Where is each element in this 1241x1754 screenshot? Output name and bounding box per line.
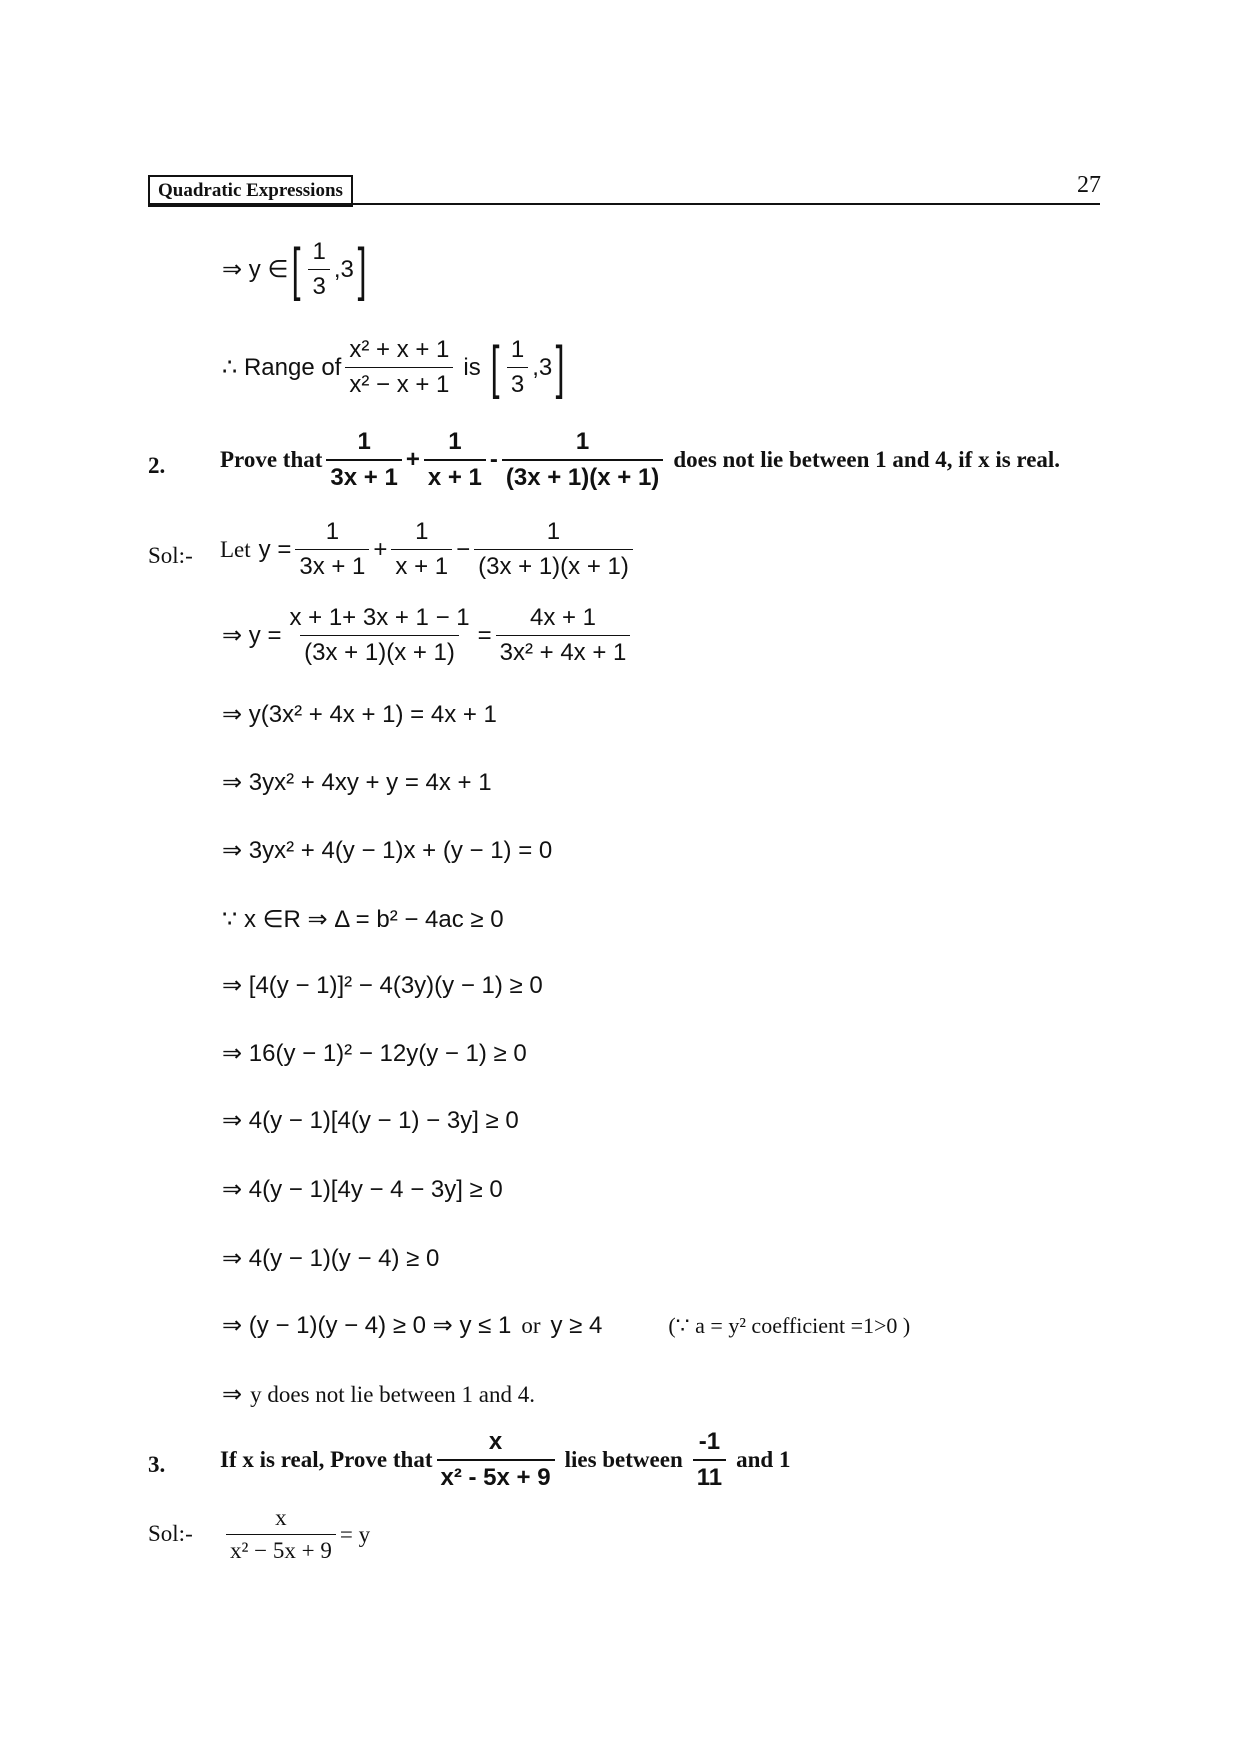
interval-upper: ,3 (333, 255, 354, 283)
chapter-title: Quadratic Expressions (148, 175, 353, 207)
solution-let-line (220, 518, 637, 581)
fraction-denominator: x² − 5x + 9 (226, 1534, 336, 1564)
fraction-denominator: x + 1 (391, 549, 452, 581)
question-2 (220, 428, 1060, 492)
question-3 (220, 1428, 790, 1492)
equals-sign: = (477, 621, 492, 649)
range-of-text: ∴ Range of (222, 354, 342, 381)
question-fraction-2 (693, 1428, 726, 1492)
plus-sign: + (405, 446, 420, 473)
combined-fraction (285, 604, 473, 667)
result-line-1 (222, 238, 370, 301)
fraction-denominator: 3 (308, 269, 329, 301)
fraction-denominator: x + 1 (424, 459, 486, 492)
discriminant-condition: ∵ x ∈R ⇒ Δ = b² − 4ac ≥ 0 (222, 906, 504, 933)
fraction-numerator: 1 (357, 428, 371, 455)
coefficient-note: (∵ a = y² coefficient =1>0 ) (668, 1312, 911, 1338)
fraction-denominator: (3x + 1)(x + 1) (300, 635, 459, 667)
conclusion-line (222, 1380, 535, 1409)
combined-fraction-line (222, 604, 634, 667)
fraction-numerator: 1 (325, 518, 340, 545)
solution-fraction (226, 1505, 336, 1564)
fraction-numerator: x + 1+ 3x + 1 − 1 (289, 604, 470, 631)
fraction-denominator: 3x + 1 (326, 459, 401, 492)
fraction-denominator: 3x + 1 (295, 549, 369, 581)
equation-step: ⇒ 4(y − 1)[4(y − 1) − 3y] ≥ 0 (222, 1107, 519, 1134)
conclusion-inequality-line (222, 1311, 910, 1340)
fraction-1 (295, 518, 369, 581)
equation-step: ⇒ y(3x² + 4x + 1) = 4x + 1 (222, 701, 497, 728)
implies-arrow: ⇒ (222, 1381, 243, 1408)
equation-step: ⇒ [4(y − 1)]² − 4(3y)(y − 1) ≥ 0 (222, 972, 543, 999)
fraction-numerator: 1 (415, 518, 429, 545)
fraction-numerator: 4x + 1 (529, 604, 597, 631)
minus-sign: - (489, 446, 498, 473)
fraction-numerator: x (275, 1505, 287, 1530)
equation-step: ⇒ 16(y − 1)² − 12y(y − 1) ≥ 0 (222, 1040, 527, 1067)
solution-3-equation (222, 1505, 370, 1564)
fraction-numerator: -1 (698, 1428, 721, 1455)
fraction-denominator: x² − x + 1 (345, 367, 453, 399)
fraction-numerator: 1 (575, 428, 590, 455)
closed-interval: [ $\frac{1}{3}$ ,3 ] (490, 334, 565, 400)
equals-y: = y (339, 1521, 371, 1547)
let-text: Let (220, 536, 251, 562)
y-equals: y = (258, 535, 292, 563)
range-line (222, 336, 568, 399)
inequality-result: ⇒ (y − 1)(y − 4) ≥ 0 ⇒ y ≤ 1 (222, 1312, 512, 1339)
interval-upper: ,3 (532, 353, 553, 381)
fraction-denominator: (3x + 1)(x + 1) (474, 549, 633, 581)
question-text: Prove that (220, 447, 323, 472)
implies-y-in: ⇒ y ∈ (222, 256, 289, 283)
question-text: does not lie between 1 and 4, if x is real. (673, 447, 1061, 472)
or-text: or (521, 1312, 541, 1338)
fraction-numerator: 1 (312, 238, 326, 265)
question-text: and 1 (736, 1447, 791, 1472)
equation-step: ⇒ 4(y − 1)(y − 4) ≥ 0 (222, 1245, 440, 1272)
fraction-numerator: x (488, 1428, 503, 1455)
fraction-denominator: 3x² + 4x + 1 (496, 635, 631, 667)
header-rule (148, 203, 1100, 205)
solution-label: Sol:- (148, 1521, 193, 1546)
question-fraction-3 (502, 428, 663, 492)
question-text: If x is real, Prove that (220, 1447, 433, 1472)
solution-label: Sol:- (148, 543, 193, 568)
is-text: is (463, 353, 481, 381)
question-text: lies between (564, 1447, 683, 1472)
implies-y-equals: ⇒ y = (222, 622, 282, 649)
fraction-3 (474, 518, 633, 581)
simplified-fraction (496, 604, 631, 667)
question-fraction-2 (424, 428, 486, 492)
minus-sign: − (456, 535, 471, 563)
fraction-denominator: 11 (693, 1459, 726, 1492)
fraction-numerator: 1 (510, 336, 525, 363)
fraction-denominator: x² - 5x + 9 (437, 1459, 555, 1492)
equation-step: ⇒ 3yx² + 4xy + y = 4x + 1 (222, 769, 492, 796)
question-number-3: 3. (148, 1452, 166, 1477)
inequality-result: y ≥ 4 (550, 1311, 603, 1339)
fraction-numerator: 1 (546, 518, 561, 545)
plus-sign: + (373, 535, 388, 563)
equation-step: ⇒ 4(y − 1)[4y − 4 − 3y] ≥ 0 (222, 1176, 503, 1203)
fraction-denominator: (3x + 1)(x + 1) (502, 459, 663, 492)
fraction-one-third (507, 336, 528, 399)
fraction-numerator: x² + x + 1 (349, 336, 450, 363)
question-fraction-1 (326, 428, 401, 492)
page-number: 27 (1077, 172, 1101, 198)
question-number-2: 2. (148, 453, 166, 478)
range-expression-fraction (345, 336, 453, 399)
question-fraction-1 (437, 1428, 555, 1492)
conclusion-text: y does not lie between 1 and 4. (250, 1381, 535, 1407)
closed-interval: [ $\frac{1}{3}$ ,3 ] (291, 236, 367, 302)
fraction-2 (391, 518, 452, 581)
fraction-one-third (308, 238, 329, 301)
fraction-numerator: 1 (448, 428, 462, 455)
equation-step: ⇒ 3yx² + 4(y − 1)x + (y − 1) = 0 (222, 837, 553, 864)
fraction-denominator: 3 (507, 367, 528, 399)
